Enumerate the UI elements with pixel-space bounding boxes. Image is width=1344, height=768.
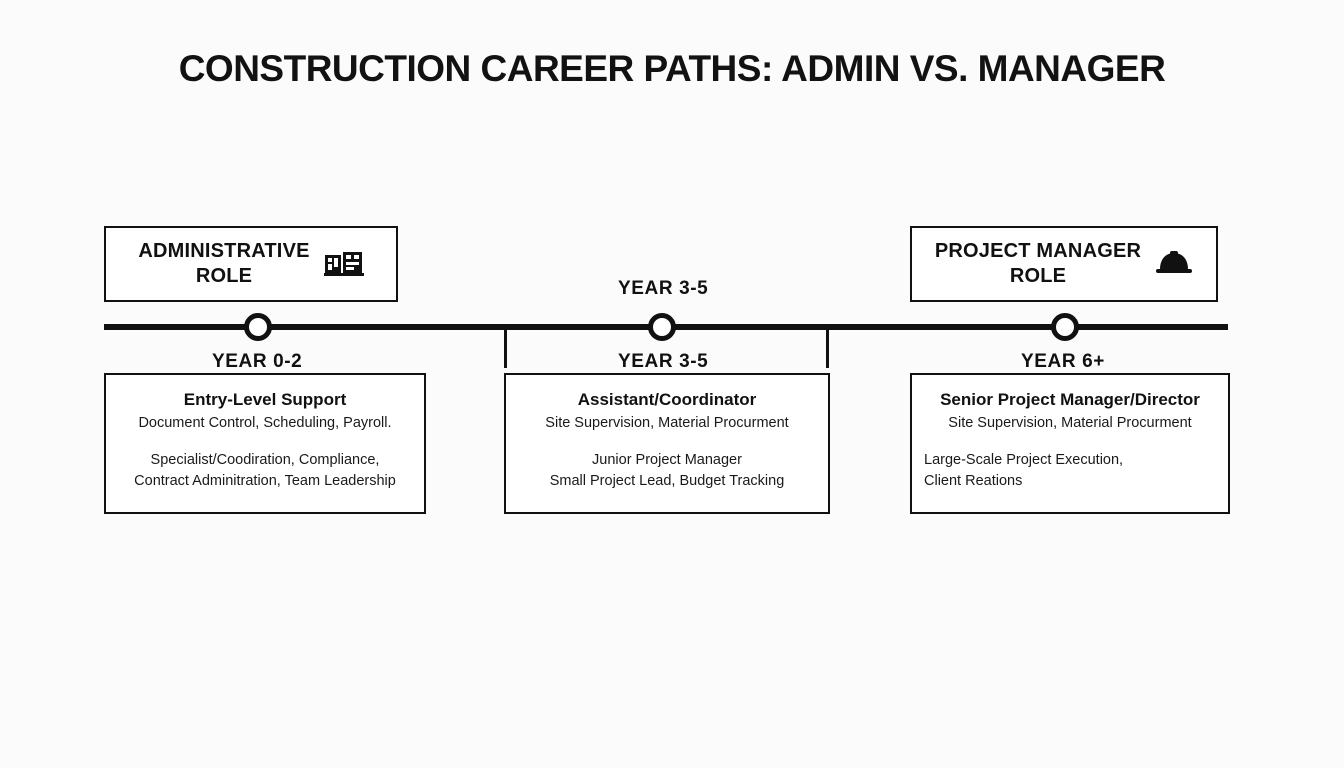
role-header-administrative (104, 226, 398, 302)
role-project-manager-line2: ROLE (1009, 265, 1067, 287)
stage-2-extra (518, 450, 816, 492)
role-administrative-line1: ADMINISTRATIVE (138, 240, 310, 262)
stage-card-3 (910, 373, 1230, 514)
stage-1-extra (118, 450, 412, 492)
stage-2-extra-line1: Junior Project Manager (592, 452, 742, 469)
stage-1-extra-line1: Specialist/Coodiration, Compliance, (150, 452, 380, 469)
year-label-below-1: YEAR 0-2 (212, 351, 303, 372)
stage-1-extra-line2: Contract Adminitration, Team Leadership (134, 473, 396, 490)
timeline-tick-2 (826, 326, 829, 368)
timeline-node-3 (1051, 313, 1079, 341)
year-label-below-3: YEAR 6+ (1021, 351, 1105, 372)
stage-3-extra (924, 450, 1216, 492)
timeline-node-2 (648, 313, 676, 341)
blueprint-icon (324, 249, 364, 279)
timeline-tick-1 (504, 326, 507, 368)
stage-3-extra-line2: Client Reations (924, 473, 1023, 490)
year-label-above-2: YEAR 3-5 (618, 278, 709, 299)
stage-2-subtitle: Site Supervision, Material Procurment (545, 415, 789, 432)
stage-card-2 (504, 373, 830, 514)
stage-3-title: Senior Project Manager/Director (940, 390, 1200, 409)
role-project-manager-line1: PROJECT MANAGER (934, 240, 1142, 262)
hard-hat-icon (1155, 249, 1193, 279)
role-header-project-manager-label (935, 239, 1141, 289)
role-administrative-line2: ROLE (195, 265, 253, 287)
stage-3-subtitle: Site Supervision, Material Procurment (948, 415, 1192, 432)
stage-1-title: Entry-Level Support (183, 390, 347, 409)
stage-1-subtitle: Document Control, Scheduling, Payroll. (138, 415, 392, 432)
stage-2-title: Assistant/Coordinator (577, 390, 757, 409)
page-title: CONSTRUCTION CAREER PATHS: ADMIN VS. MANAGER (178, 48, 1166, 89)
year-label-below-2: YEAR 3-5 (618, 351, 709, 372)
stage-3-extra-line1: Large-Scale Project Execution, (924, 452, 1124, 469)
stage-card-1 (104, 373, 426, 514)
role-header-administrative-label (138, 239, 309, 289)
stage-2-extra-line2: Small Project Lead, Budget Tracking (549, 473, 785, 490)
role-header-project-manager (910, 226, 1218, 302)
timeline-node-1 (244, 313, 272, 341)
